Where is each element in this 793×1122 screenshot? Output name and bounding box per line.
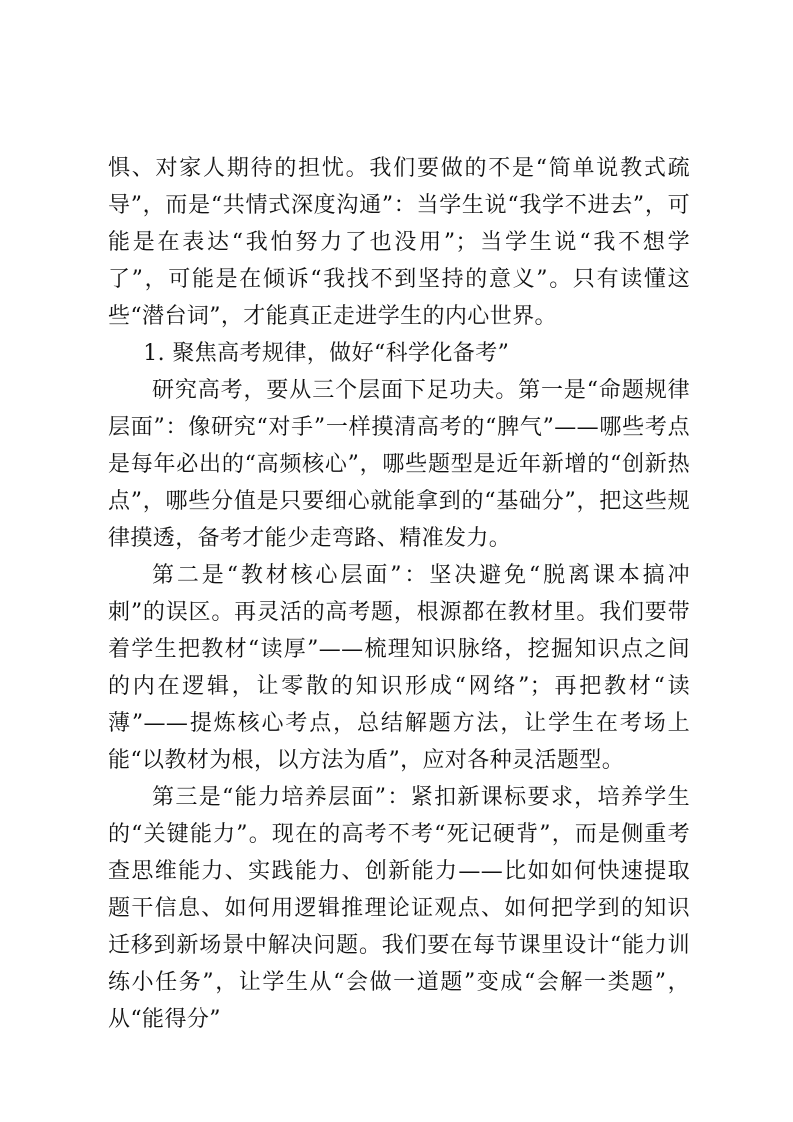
document-body [108, 150, 690, 1038]
paragraph-ability-training: 第三是“能力培养层面”：紧扣新课标要求，培养学生的“关键能力”。现在的高考不考“死记硬背”，而是侧重考查思维能力、实践能力、创新能力——比如如何快速提取题干信息、如何用逻辑推理论证观点、如何把学到的知识迁移到新场景中解决问题。我们要在每节课里设计“能力训练小任务”，让学生从“会做一道题”变成“会解一类题”，从“能得分” [108, 785, 690, 1032]
paragraph-continuation: 惧、对家人期待的担忧。我们要做的不是“简单说教式疏导”，而是“共情式深度沟通”：当学生说“我学不进去”，可能是在表达“我怕努力了也没用”；当学生说“我不想学了”，可能是在倾诉“我找不到坚持的意义”。只有读懂这些“潜台词”，才能真正走进学生的内心世界。 [108, 156, 690, 329]
paragraph-research-intro: 研究高考，要从三个层面下足功夫。第一是“命题规律层面”：像研究“对手”一样摸清高考的“脾气”——哪些考点是每年必出的“高频核心”，哪些题型是近年新增的“创新热点”，哪些分值是只要细心就能拿到的“基础分”，把这些规律摸透，备考才能少走弯路、精准发力。 [108, 378, 690, 551]
section-heading: 1. 聚焦高考规律，做好“科学化备考” [143, 341, 510, 366]
paragraph-textbook-core: 第二是“教材核心层面”：坚决避免“脱离课本搞冲刺”的误区。再灵活的高考题，根源都在教材里。我们要带着学生把教材“读厚”——梳理知识脉络，挖掘知识点之间的内在逻辑，让零散的知识形成“网络”；再把教材“读薄”——提炼核心考点，总结解题方法，让学生在考场上能“以教材为根，以方法为盾”，应对各种灵活题型。 [108, 563, 690, 773]
